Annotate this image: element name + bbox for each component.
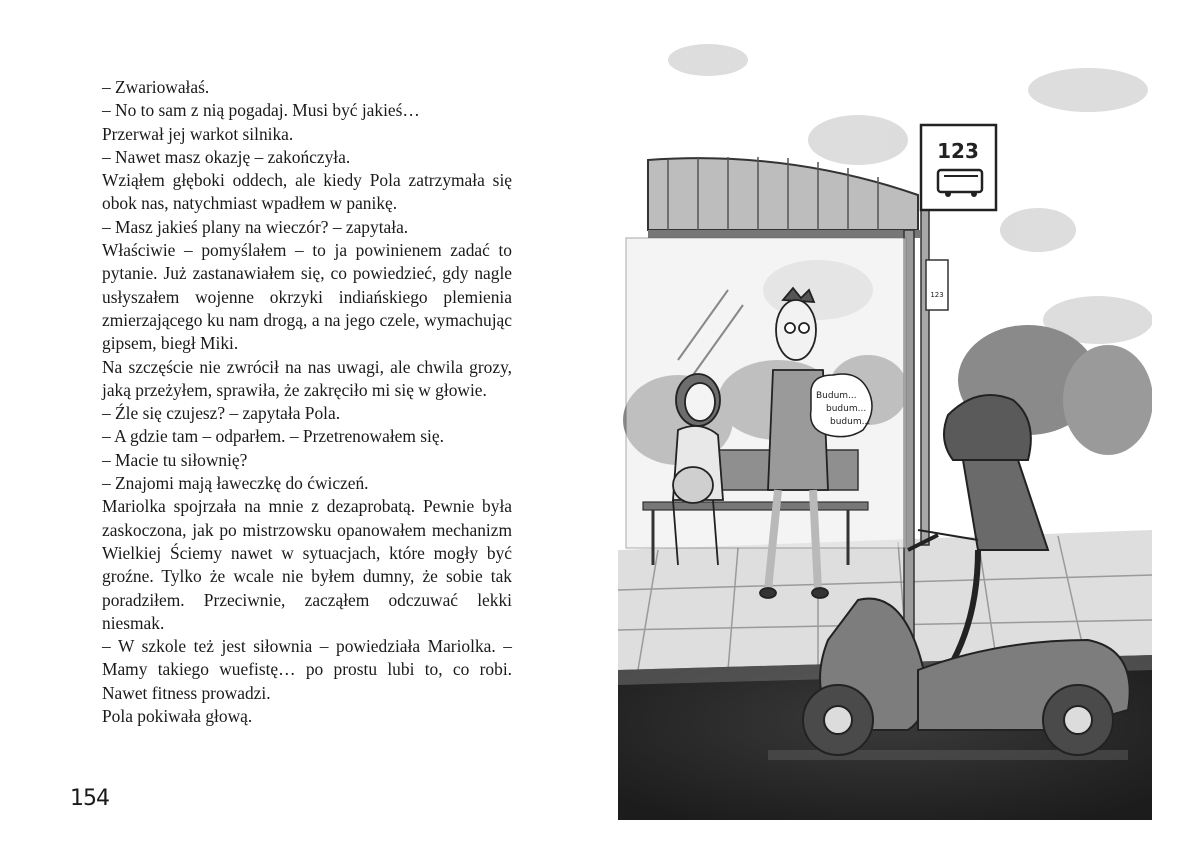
paragraph: – Źle się czujesz? – zapytała Pola. <box>102 403 341 424</box>
bubble-line-1: Budum... <box>816 391 857 401</box>
paragraph: Wziąłem głęboki oddech, ale kiedy Pola zatrzymała się obok nas, natychmiast wpadłem w panikę. <box>102 170 512 214</box>
paragraph: – Znajomi mają ławeczkę do ćwiczeń. <box>102 473 369 494</box>
paragraph: Właściwie – pomyślałem – to ja powinienem zadać to pytanie. Już zastanawiałem się, co powiedzieć, gdy nagle usłyszałem wojenne okrzyki indiańskiego plemienia zmierzającego ku nam drogą, a na jego czele, wymachując gipsem, biegł Miki. <box>102 240 512 354</box>
bus-icon <box>938 170 982 197</box>
paragraph: Pola pokiwała głową. <box>102 706 253 727</box>
speech-bubble <box>811 374 872 437</box>
paragraph: – Zwariowałaś. <box>102 77 210 97</box>
bubble-line-3: budum... <box>830 417 871 427</box>
timetable <box>926 260 948 310</box>
paragraph: – A gdzie tam – odparłem. – Przetrenowałem się. <box>102 426 444 447</box>
paragraph: – Masz jakieś plany na wieczór? – zapytała. <box>102 216 409 237</box>
bus-number: 123 <box>937 139 979 163</box>
paragraph: – W szkole też jest siłownia – powiedziała Mariolka. – Mamy takiego wuefistę… po prostu lubi to, co robi. Nawet fitness prowadzi. <box>102 636 512 703</box>
bus-stop-illustration <box>618 30 1152 820</box>
paragraph: Na szczęście nie zwrócił na nas uwagi, ale chwila grozy, jaką przeżyłem, sprawiła, że zakręciło mi się w głowie. <box>102 356 512 400</box>
paragraph: Mariolka spojrzała na mnie z dezaprobatą. Pewnie była zaskoczona, jak po mistrzowsku opanowałem mechanizm Wielkiej Ściemy nawet w sytuacjach, które mogły być groźne. Tylko że wcale nie byłem dumny, że sobie tak poradziłem. Przeciwnie, zacząłem odczuwać lekki niesmak. <box>102 496 512 633</box>
story-text <box>102 76 512 728</box>
paragraph: – Nawet masz okazję – zakończyła. <box>102 146 351 167</box>
paragraph: – Macie tu siłownię? <box>102 449 248 470</box>
page-number: 154 <box>70 786 109 811</box>
paragraph: – No to sam z nią pogadaj. Musi być jakieś… <box>102 100 420 121</box>
bubble-line-2: budum... <box>826 404 867 414</box>
paragraph: Przerwał jej warkot silnika. <box>102 123 294 144</box>
timetable-number: 123 <box>930 291 944 299</box>
